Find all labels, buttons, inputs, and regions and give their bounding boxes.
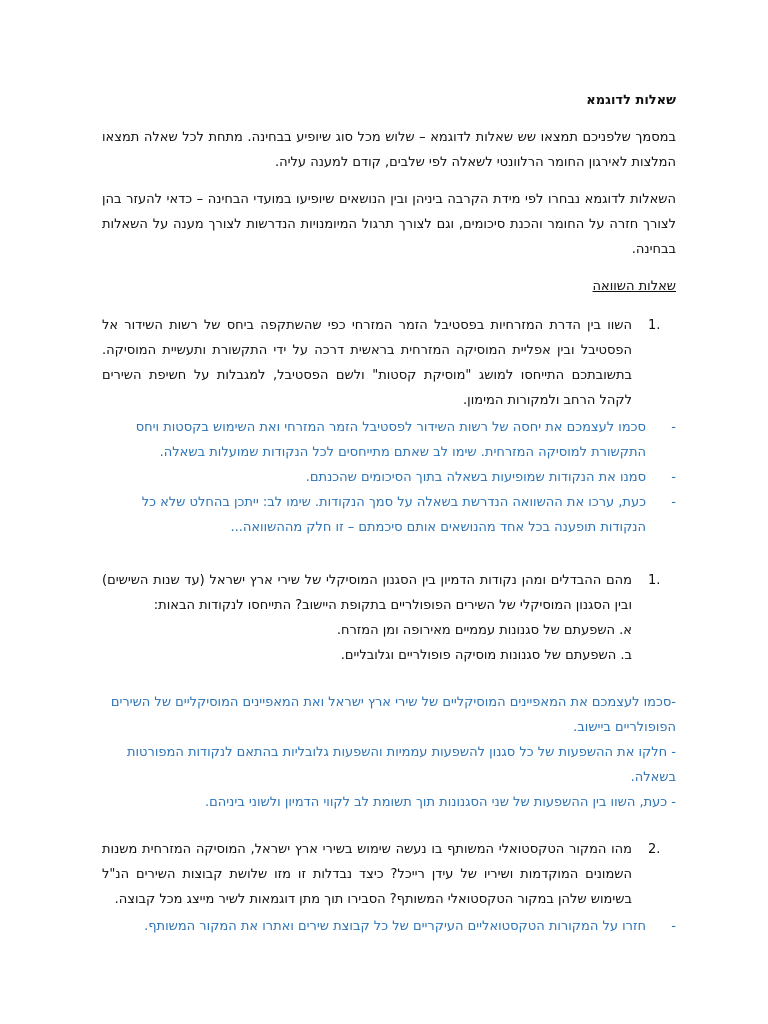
question-1: [102, 313, 676, 413]
question-text: מהו המקור הטקסטואלי המשותף בו נעשה שימוש בשירי ארץ ישראל, המוסיקה המזרחית משנות השמונים המוקדמות ושיריו של עידן רייכל? כיצד נבדלות זו מזו שלושת קבוצות השירים הנ"ל בשימוש שלהן במקור הטקסטואלי המשותף? הסבירו תוך מתן דוגמאות לשיר מייצג מכל קבוצה.: [102, 842, 632, 907]
tip-item: [102, 415, 676, 465]
tip-text: כעת, ערכו את ההשוואה הנדרשת בשאלה על סמך הנקודות. שימו לב: ייתכן בהחלט שלא כל הנקודות תופענה בכל אחד מהנושאים אותם סיכמתם – זו חלק מההשוואה...: [141, 495, 646, 535]
tip-item: [102, 465, 676, 490]
question-text: השוו בין הדרת המזרחיות בפסטיבל הזמר המזרחי כפי שהשתקפה ביחס של רשות השידור אל הפסטיבל ובין אפליית המוסיקה המזרחית בראשית דרכה על ידי התקשורת ותעשיית המוסיקה. בתשובתכם התייחסו למושג "מוסיקת קסטות" ולשם הפסטיבל, למגבלות על חשיפת השירים לקהל הרחב ולמקורות המימון.: [102, 318, 632, 408]
dash-bullet: -: [671, 495, 676, 510]
intro-paragraph-2: השאלות לדוגמא נבחרו לפי מידת הקרבה ביניהן ובין הנושאים שיופיעו במועדי הבחינה – כדאי להעזר בהן לצורך חזרה על החומר והכנת סיכומים, וגם לצורך תרגול המיומנויות הנדרשות לצורך מענה על השאלות בבחינה.: [102, 192, 676, 257]
tip-item: [102, 914, 676, 939]
tip-text: - חלקו את ההשפעות של כל סגנון להשפעות עממיות והשפעות גלובליות בהתאם לנקודות המפורטות בשאלה.: [126, 745, 676, 785]
question-number: 1.: [648, 318, 661, 333]
tip-text: סמנו את הנקודות שמופיעות בשאלה בתוך הסיכומים שהכנתם.: [305, 470, 646, 485]
question-number: 2.: [648, 842, 661, 857]
tip-text: חזרו על המקורות הטקסטואליים העיקריים של כל קבוצת שירים ואתרו את המקור המשותף.: [144, 919, 646, 934]
tip-text: -סכמו לעצמכם את המאפיינים המוסיקליים של שירי ארץ ישראל ואת המאפיינים המוסיקליים של השירים הפופולריים ביישוב.: [110, 695, 676, 735]
tip-item: [102, 490, 676, 540]
dash-bullet: -: [671, 919, 676, 934]
section-heading: שאלות השוואה: [592, 279, 676, 294]
question-subpoints: [102, 618, 632, 668]
question-3: [102, 837, 676, 912]
question-number: 1.: [648, 573, 661, 588]
question-text: מהם ההבדלים ומהן נקודות הדמיון בין הסגנון המוסיקלי של שירי ארץ ישראל (עד שנות השישים) ובין הסגנון המוסיקלי של השירים הפופולריים בתקופת היישוב? התייחסו לנקודות הבאות:: [102, 573, 632, 613]
intro-paragraph-1: במסמך שלפניכם תמצאו שש שאלות לדוגמא – שלוש מכל סוג שיופיע בבחינה. מתחת לכל שאלה תמצאו המלצות לאירגון החומר הרלוונטי לשאלה לפי שלבים, קודם למענה עליה.: [102, 130, 676, 170]
tip-text: סכמו לעצמכם את יחסה של רשות השידור לפסטיבל הזמר המזרחי ואת השימוש בקסטות ויחס התקשורת למוסיקה המזרחית. שימו לב שאתם מתייחסים לכל הנקודות שמועלות בשאלה.: [135, 420, 646, 460]
question-2-tips: [102, 690, 676, 815]
dash-bullet: -: [671, 420, 676, 435]
question-1-tips: [102, 415, 676, 540]
tip-text: - כעת, השוו בין ההשפעות של שני הסגנונות תוך תשומת לב לקווי הדמיון ולשוני ביניהם.: [204, 795, 676, 810]
subpoint: א. השפעתם של סגנונות עממיים מאירופה ומן המזרח.: [336, 623, 632, 638]
dash-bullet: -: [671, 470, 676, 485]
question-2: [102, 568, 676, 668]
question-3-tips: [102, 914, 676, 939]
subpoint: ב. השפעתם של סגנונות מוסיקה פופולריים וגלובליים.: [340, 648, 632, 663]
page-title: שאלות לדוגמא: [586, 93, 676, 108]
